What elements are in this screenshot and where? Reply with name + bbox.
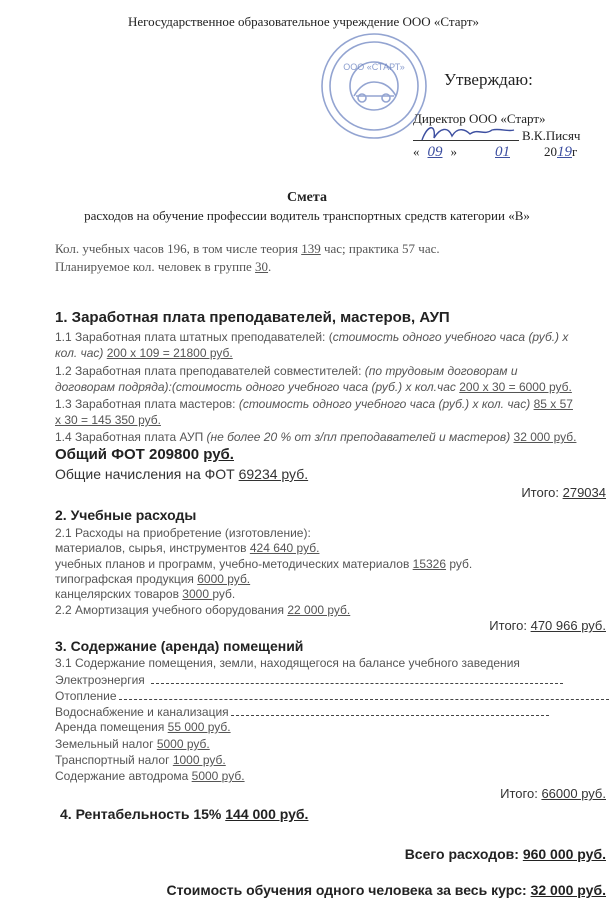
s1-l1-value: 200 х 109 = 21800 руб. — [106, 346, 233, 360]
s3-l8-value: 5000 руб. — [191, 769, 245, 783]
intro-hours — [55, 241, 440, 257]
s2-total — [489, 618, 606, 633]
director-label: Директор ООО «Старт» — [413, 111, 546, 126]
s1-l3-value: 85 х 57 — [533, 397, 573, 411]
org-name: Негосударственное образовательное учреждение ООО «Старт» — [128, 14, 480, 29]
s3-total-value: 66000 руб. — [541, 786, 606, 801]
signature — [418, 120, 518, 146]
intro-group-dot: . — [268, 259, 272, 274]
s1-l1-text: 1.1 Заработная плата штатных преподавателей: ( — [55, 330, 333, 344]
cost-per-person-value: 32 000 руб. — [530, 882, 606, 898]
s3-l8-text: Содержание автодрома — [55, 769, 192, 783]
s1-line-1b — [55, 346, 233, 360]
s1-total — [521, 485, 606, 500]
date-year-prefix: 20 — [544, 144, 557, 159]
s1-l1-formula-cont: кол. час) — [55, 346, 104, 360]
intro-group-size: 30 — [255, 259, 269, 274]
s1-line-1 — [55, 330, 568, 344]
s1-accruals-text: Общие начисления на ФОТ — [55, 466, 239, 482]
s1-fot-unit: руб. — [203, 446, 234, 463]
s1-total-fot — [55, 446, 234, 463]
s1-l4-text: 1.4 Заработная плата АУП — [55, 430, 207, 444]
intro-hours-text: Кол. учебных часов 196, в том числе теория — [55, 241, 302, 256]
s1-line-3 — [55, 397, 573, 411]
s2-l2-text: материалов, сырья, инструментов — [55, 541, 250, 555]
svg-text:ООО «СТАРТ»: ООО «СТАРТ» — [343, 62, 405, 72]
s1-total-label: Итого: — [521, 485, 563, 500]
s3-l3-text: Отопление — [55, 688, 117, 703]
s1-l2-formula: (по трудовым договорам и — [364, 364, 518, 378]
total-expenses — [405, 846, 606, 862]
s1-l4-value: 32 000 руб. — [513, 430, 577, 444]
s2-line-3 — [55, 557, 472, 571]
s2-l6-value: 22 000 руб. — [287, 603, 351, 617]
s2-l3-value: 15326 — [412, 557, 447, 571]
s1-total-value: 279034 — [562, 485, 606, 500]
s3-total — [500, 786, 606, 801]
s1-fot-text: Общий ФОТ 209800 — [55, 446, 204, 463]
s3-total-label: Итого: — [500, 786, 542, 801]
s2-line-2 — [55, 541, 319, 555]
s3-l4-text: Водоснабжение и канализация — [55, 704, 229, 719]
s2-l4-text: типографская продукция — [55, 572, 198, 586]
intro-group — [55, 259, 271, 275]
s2-l5-unit: руб. — [212, 587, 236, 601]
s3-line-7 — [55, 753, 226, 767]
s1-line-2 — [55, 364, 518, 378]
s3-l2-dashes — [151, 672, 563, 684]
s1-l3-text: 1.3 Заработная плата мастеров: — [55, 397, 239, 411]
s1-line-2b — [55, 380, 572, 394]
total-expenses-value: 960 000 руб. — [522, 846, 606, 862]
s1-l1-formula: стоимость одного учебного часа (руб.) х — [332, 330, 569, 344]
intro-practice-text: час; практика 57 час. — [320, 241, 440, 256]
date-quote-close: » — [450, 144, 457, 159]
s1-accruals — [55, 466, 308, 482]
s3-l2-text: Электроэнергия — [55, 672, 145, 687]
date-year: 19 — [557, 144, 572, 160]
s2-line-5 — [55, 587, 235, 601]
s1-l2-value: 200 х 30 = 6000 руб. — [459, 380, 572, 394]
s1-l2-formula-cont: договорам подряда):(стоимость одного учебного часа (руб.) х кол.час — [55, 380, 456, 394]
cost-per-person — [166, 882, 606, 898]
s2-line-1: 2.1 Расходы на приобретение (изготовление): — [55, 526, 311, 540]
s3-line-6 — [55, 737, 210, 751]
date-day: 09 — [427, 144, 443, 160]
s2-total-value: 470 966 руб. — [530, 618, 606, 633]
date-quote-open: « — [413, 144, 420, 159]
s3-l4-dashes — [231, 704, 549, 716]
s4-title-text: 4. Рентабельность 15% — [60, 806, 226, 822]
section-1-title: 1. Заработная плата преподавателей, мастеров, АУП — [55, 309, 450, 326]
s2-l2-value: 424 640 руб. — [249, 541, 320, 555]
s3-line-1: 3.1 Содержание помещения, земли, находящегося на балансе учебного заведения — [55, 656, 520, 670]
s3-l6-value: 5000 руб. — [156, 737, 210, 751]
s2-l3-unit: руб. — [446, 557, 473, 571]
s3-l6-text: Земельный налог — [55, 737, 157, 751]
section-2-title: 2. Учебные расходы — [55, 507, 197, 523]
s2-total-label: Итого: — [489, 618, 531, 633]
s2-l5-text: канцелярских товаров — [55, 587, 183, 601]
s2-line-4 — [55, 572, 250, 586]
s3-l3-dashes — [119, 688, 609, 700]
s3-line-4 — [55, 704, 549, 719]
s2-l6-text: 2.2 Амортизация учебного оборудования — [55, 603, 288, 617]
s3-line-8 — [55, 769, 245, 783]
s3-l5-value: 55 000 руб. — [167, 720, 231, 734]
s1-l2-text: 1.2 Заработная плата преподавателей совместителей: — [55, 364, 365, 378]
s1-l3-value-cont: х 30 = 145 350 руб. — [55, 413, 161, 427]
s4-title-value: 144 000 руб. — [225, 806, 309, 822]
s3-l7-text: Транспортный налог — [55, 753, 173, 767]
director-name: В.К.Писяч — [522, 128, 581, 143]
s1-l4-formula: (не более 20 % от з/пл преподавателей и мастеров) — [206, 430, 511, 444]
s2-l4-value: 6000 руб. — [197, 572, 251, 586]
cost-per-person-label: Стоимость обучения одного человека за весь курс: — [166, 882, 531, 898]
intro-group-text: Планируемое кол. человек в группе — [55, 259, 256, 274]
s3-l7-value: 1000 руб. — [172, 753, 226, 767]
approval-date — [413, 144, 577, 161]
s1-l3-formula: (стоимость одного учебного часа (руб.) х кол. час) — [238, 397, 531, 411]
s1-line-4 — [55, 430, 576, 444]
s2-line-6 — [55, 603, 350, 617]
date-suffix: г — [572, 144, 578, 159]
intro-theory-hours: 139 — [301, 241, 321, 256]
section-4-title — [60, 806, 308, 822]
total-expenses-label: Всего расходов: — [404, 846, 523, 862]
s3-l5-text: Аренда помещения — [55, 720, 168, 734]
doc-subtitle: расходов на обучение профессии водитель транспортных средств категории «В» — [84, 208, 530, 223]
s1-accruals-value: 69234 руб. — [238, 466, 309, 482]
s3-line-3 — [55, 688, 609, 703]
s2-l5-value: 3000 — [182, 587, 213, 601]
s3-line-5 — [55, 720, 231, 734]
doc-title: Смета — [287, 190, 327, 205]
s2-l3-text: учебных планов и программ, учебно-методических материалов — [55, 557, 413, 571]
approve-label: Утверждаю: — [444, 70, 533, 89]
date-month: 01 — [495, 144, 510, 160]
s3-line-2 — [55, 672, 563, 687]
section-3-title: 3. Содержание (аренда) помещений — [55, 638, 304, 654]
s1-line-3b — [55, 413, 161, 427]
